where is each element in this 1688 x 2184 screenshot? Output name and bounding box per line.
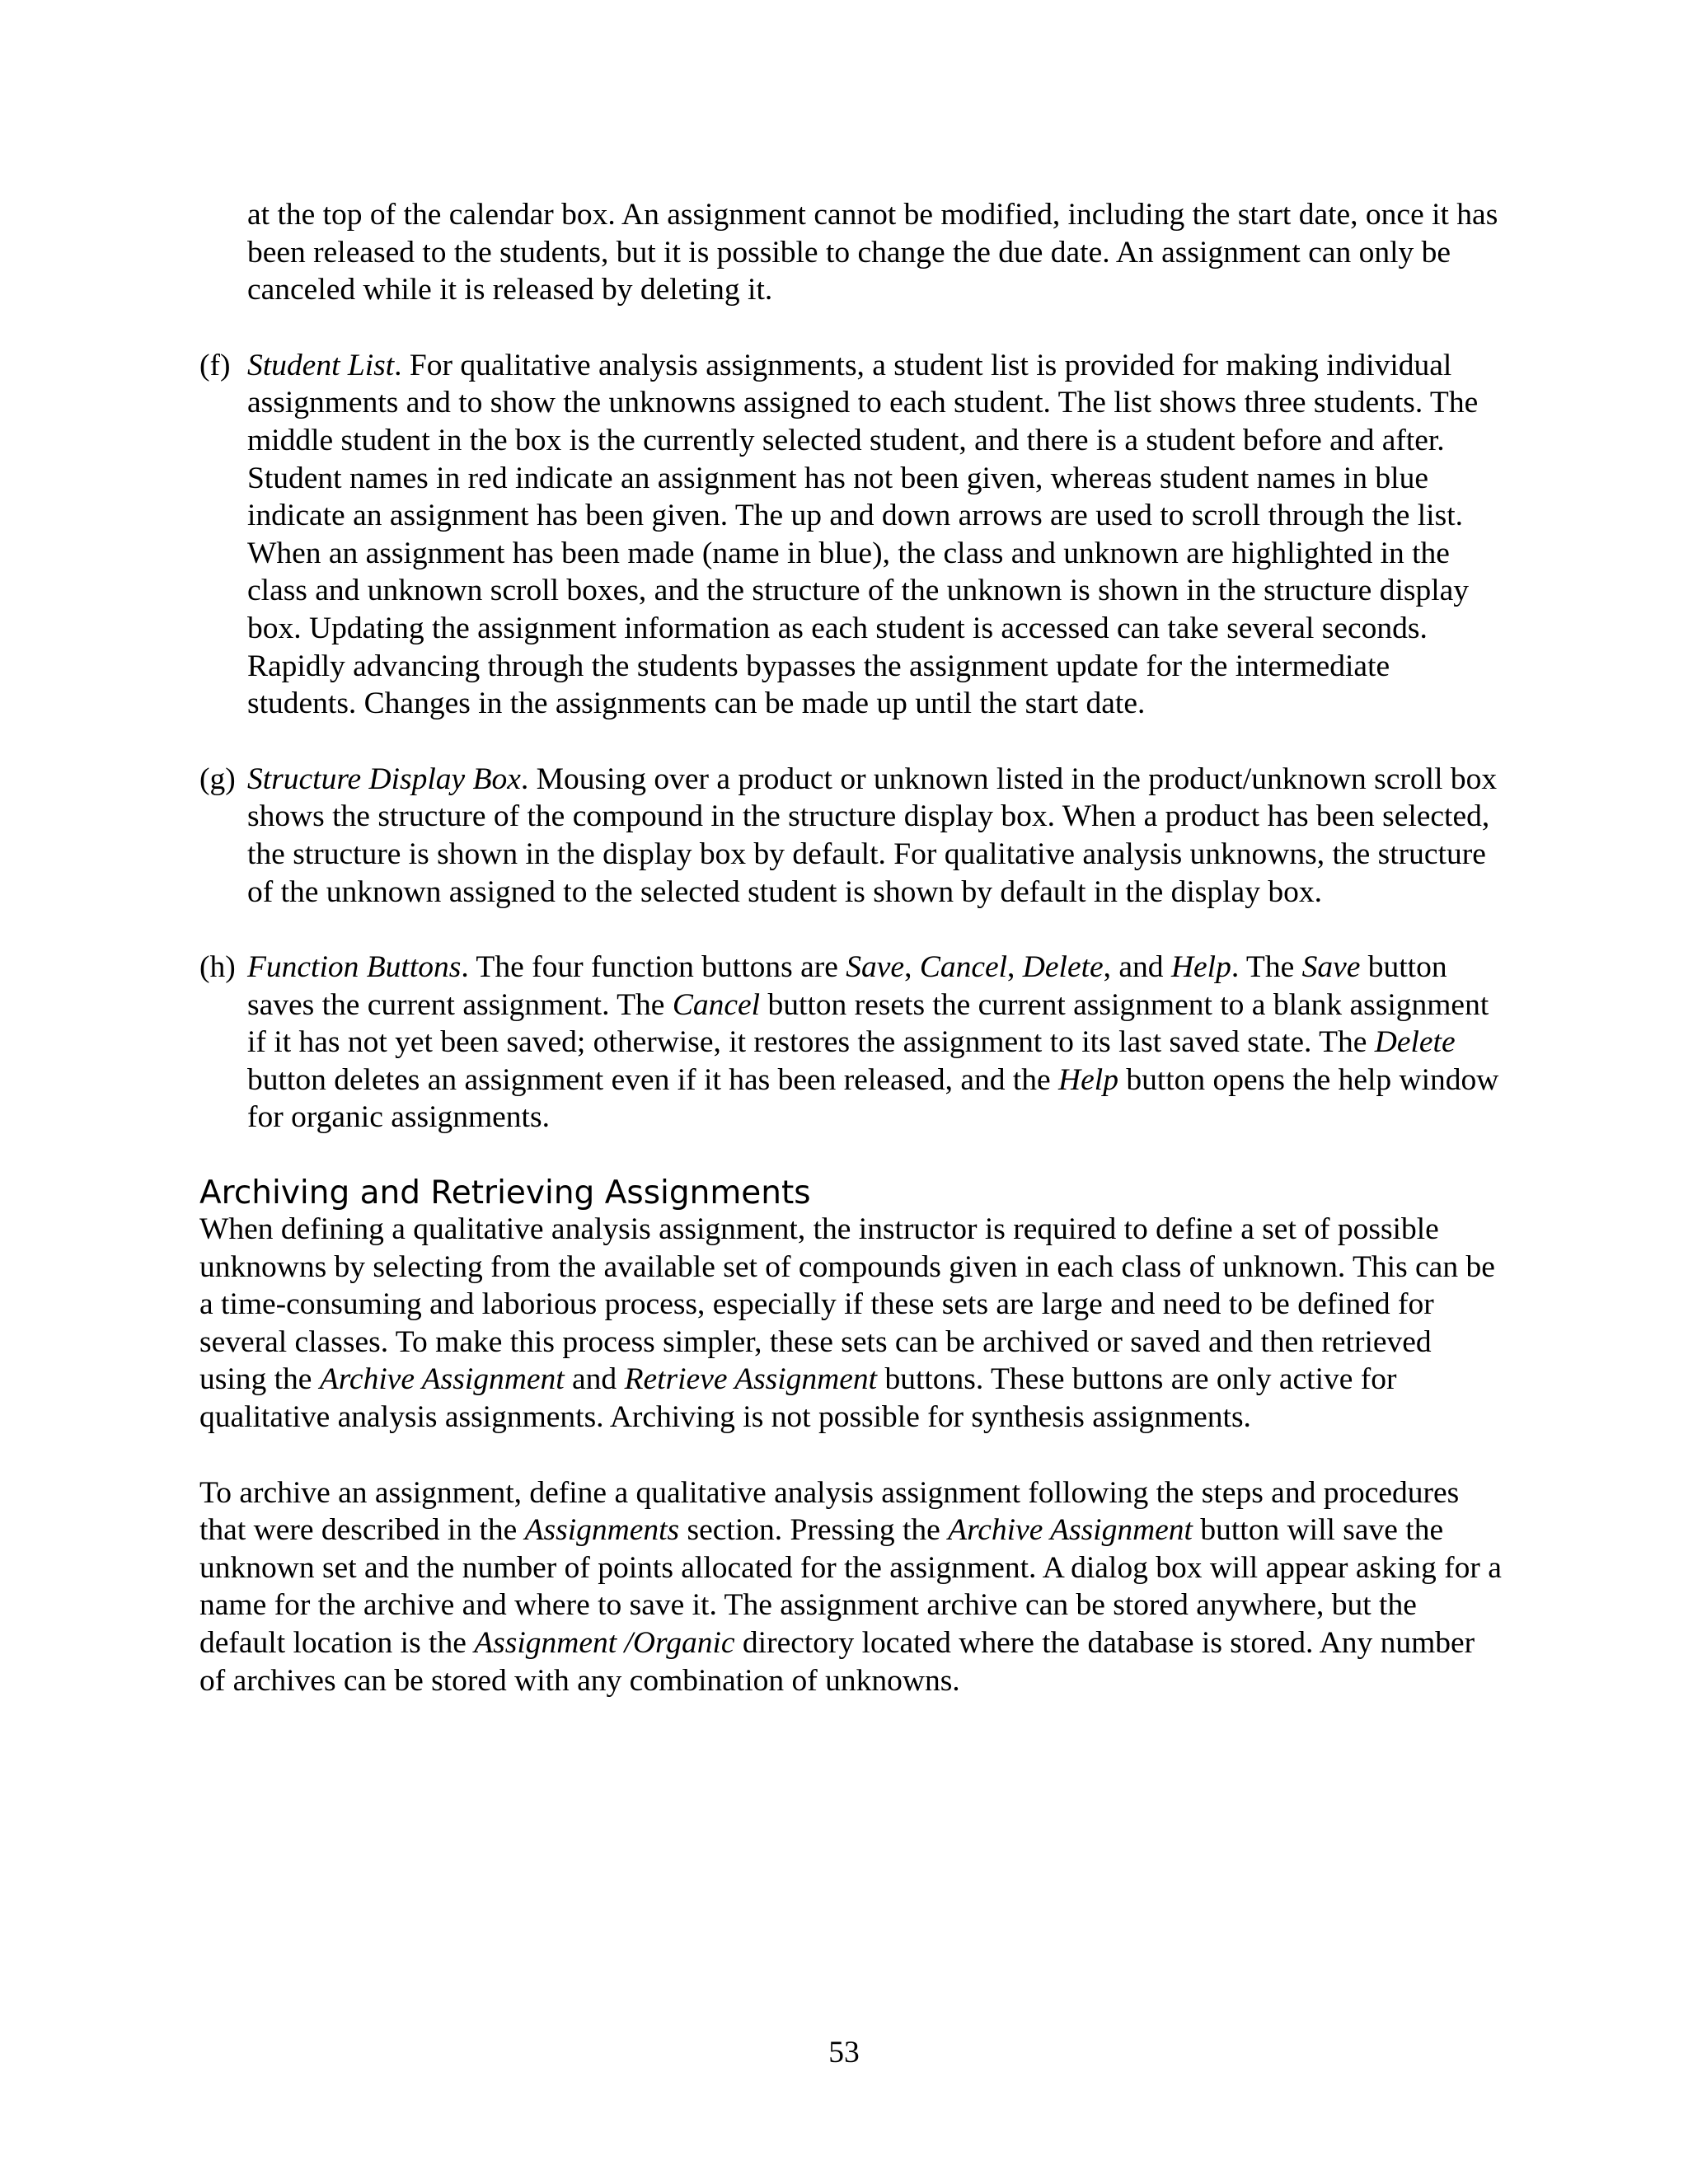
- item-text: , and: [1103, 950, 1171, 985]
- paragraph-text: directory located where the database is stored. Any number of archives can be stored with any combination of unknowns.: [199, 1626, 1475, 1698]
- item-text: button saves the current assignment. The: [247, 950, 1447, 1022]
- paragraph-text: buttons. These buttons are only active for qualitative analysis assignments. Archiving is not possible for synthesis assignments.: [199, 1362, 1397, 1435]
- paragraph-text: section. Pressing the: [679, 1513, 949, 1548]
- page-number: 53: [828, 2036, 860, 2069]
- item-title: Structure Display Box: [247, 762, 521, 796]
- item-text: button resets the current assignment to a blank assignment if it has not yet been saved; otherwise, it restores the assignment to its last saved state. The: [247, 987, 1489, 1060]
- term-archive-assignment: Archive Assignment: [319, 1362, 565, 1397]
- term-cancel: Cancel: [672, 987, 761, 1022]
- paragraph-text: and: [564, 1362, 625, 1397]
- item-label: (f): [199, 348, 231, 382]
- term-delete: Delete: [1374, 1025, 1456, 1060]
- item-text: . The: [1231, 950, 1302, 985]
- item-text: . The four function buttons are: [461, 950, 846, 985]
- item-text: button deletes an assignment even if it has been released, and the: [247, 1062, 1059, 1097]
- term-help: Help: [1058, 1062, 1118, 1097]
- item-body: . For qualitative analysis assignments, a student list is provided for making individual assignments and to show the unknowns assigned to each student. The list shows three students. The middle student in the box is the currently selected student, and there is a student before and after. Student names in red indicate an assignment has not been given, whereas student names in blue indicate an assignment has been given. The up and down arrows are used to scroll through the list. When an assignment has been made (name in blue), the class and unknown are highlighted in the class and unknown scroll boxes, and the structure of the unknown is shown in the structure display box. Updating the assignment information as each student is accessed can take several seconds. Rapidly advancing through the students bypasses the assignment update for the intermediate students. Changes in the assignments can be made up until the start date.: [247, 348, 1479, 721]
- term-help: Help: [1170, 950, 1231, 985]
- term-save: Save: [846, 950, 905, 985]
- term-retrieve-assignment: Retrieve Assignment: [624, 1362, 878, 1397]
- item-text: button opens the help window for organic assignments.: [247, 1062, 1499, 1135]
- term-assignments: Assignments: [524, 1513, 680, 1548]
- item-structure-display-box: [199, 761, 1502, 911]
- item-label: (g): [199, 762, 236, 796]
- term-save: Save: [1301, 950, 1361, 985]
- item-body: . Mousing over a product or unknown listed in the product/unknown scroll box shows the structure of the compound in the structure display box. When a product has been selected, the structure is shown in the display box by default. For qualitative analysis unknowns, the structure of the unknown assigned to the selected student is shown by default in the display box.: [247, 762, 1498, 909]
- section-heading: Archiving and Retrieving Assignments: [199, 1174, 811, 1212]
- term-cancel: Cancel: [919, 950, 1008, 985]
- item-function-buttons: [199, 949, 1502, 1137]
- section-paragraph-2: [199, 1474, 1502, 1700]
- item-text: ,: [904, 950, 920, 985]
- paragraph-text: button will save the unknown set and the number of points allocated for the assignment. A dialog box will appear asking for a name for the archive and where to save it. The assignment archive can be stored anywhere, but the default location is the: [199, 1513, 1502, 1660]
- continuation-paragraph: at the top of the calendar box. An assignment cannot be modified, including the start date, once it has been released to the students, but it is possible to change the due date. An assignment can only be canceled while it is released by deleting it.: [247, 198, 1498, 307]
- document-page: [199, 196, 1502, 1737]
- paragraph-text: When defining a qualitative analysis assignment, the instructor is required to define a set of possible unknowns by selecting from the available set of compounds given in each class of unknown. This can be a time-consuming and laborious process, especially if these sets are large and need to be defined for several classes. To make this process simpler, these sets can be archived or saved and then retrieved using the: [199, 1212, 1495, 1397]
- term-delete: Delete: [1022, 950, 1104, 985]
- item-title: Function Buttons: [247, 950, 462, 985]
- section-paragraph-1: [199, 1211, 1502, 1436]
- item-student-list: [199, 347, 1502, 723]
- paragraph-text: To archive an assignment, define a qualitative analysis assignment following the steps and procedures that were described in the: [199, 1475, 1460, 1548]
- term-assignment-organic: Assignment /Organic: [474, 1626, 735, 1660]
- item-label: (h): [199, 950, 236, 985]
- term-archive-assignment: Archive Assignment: [948, 1513, 1193, 1548]
- item-title: Student List: [247, 348, 395, 382]
- item-text: ,: [1007, 950, 1023, 985]
